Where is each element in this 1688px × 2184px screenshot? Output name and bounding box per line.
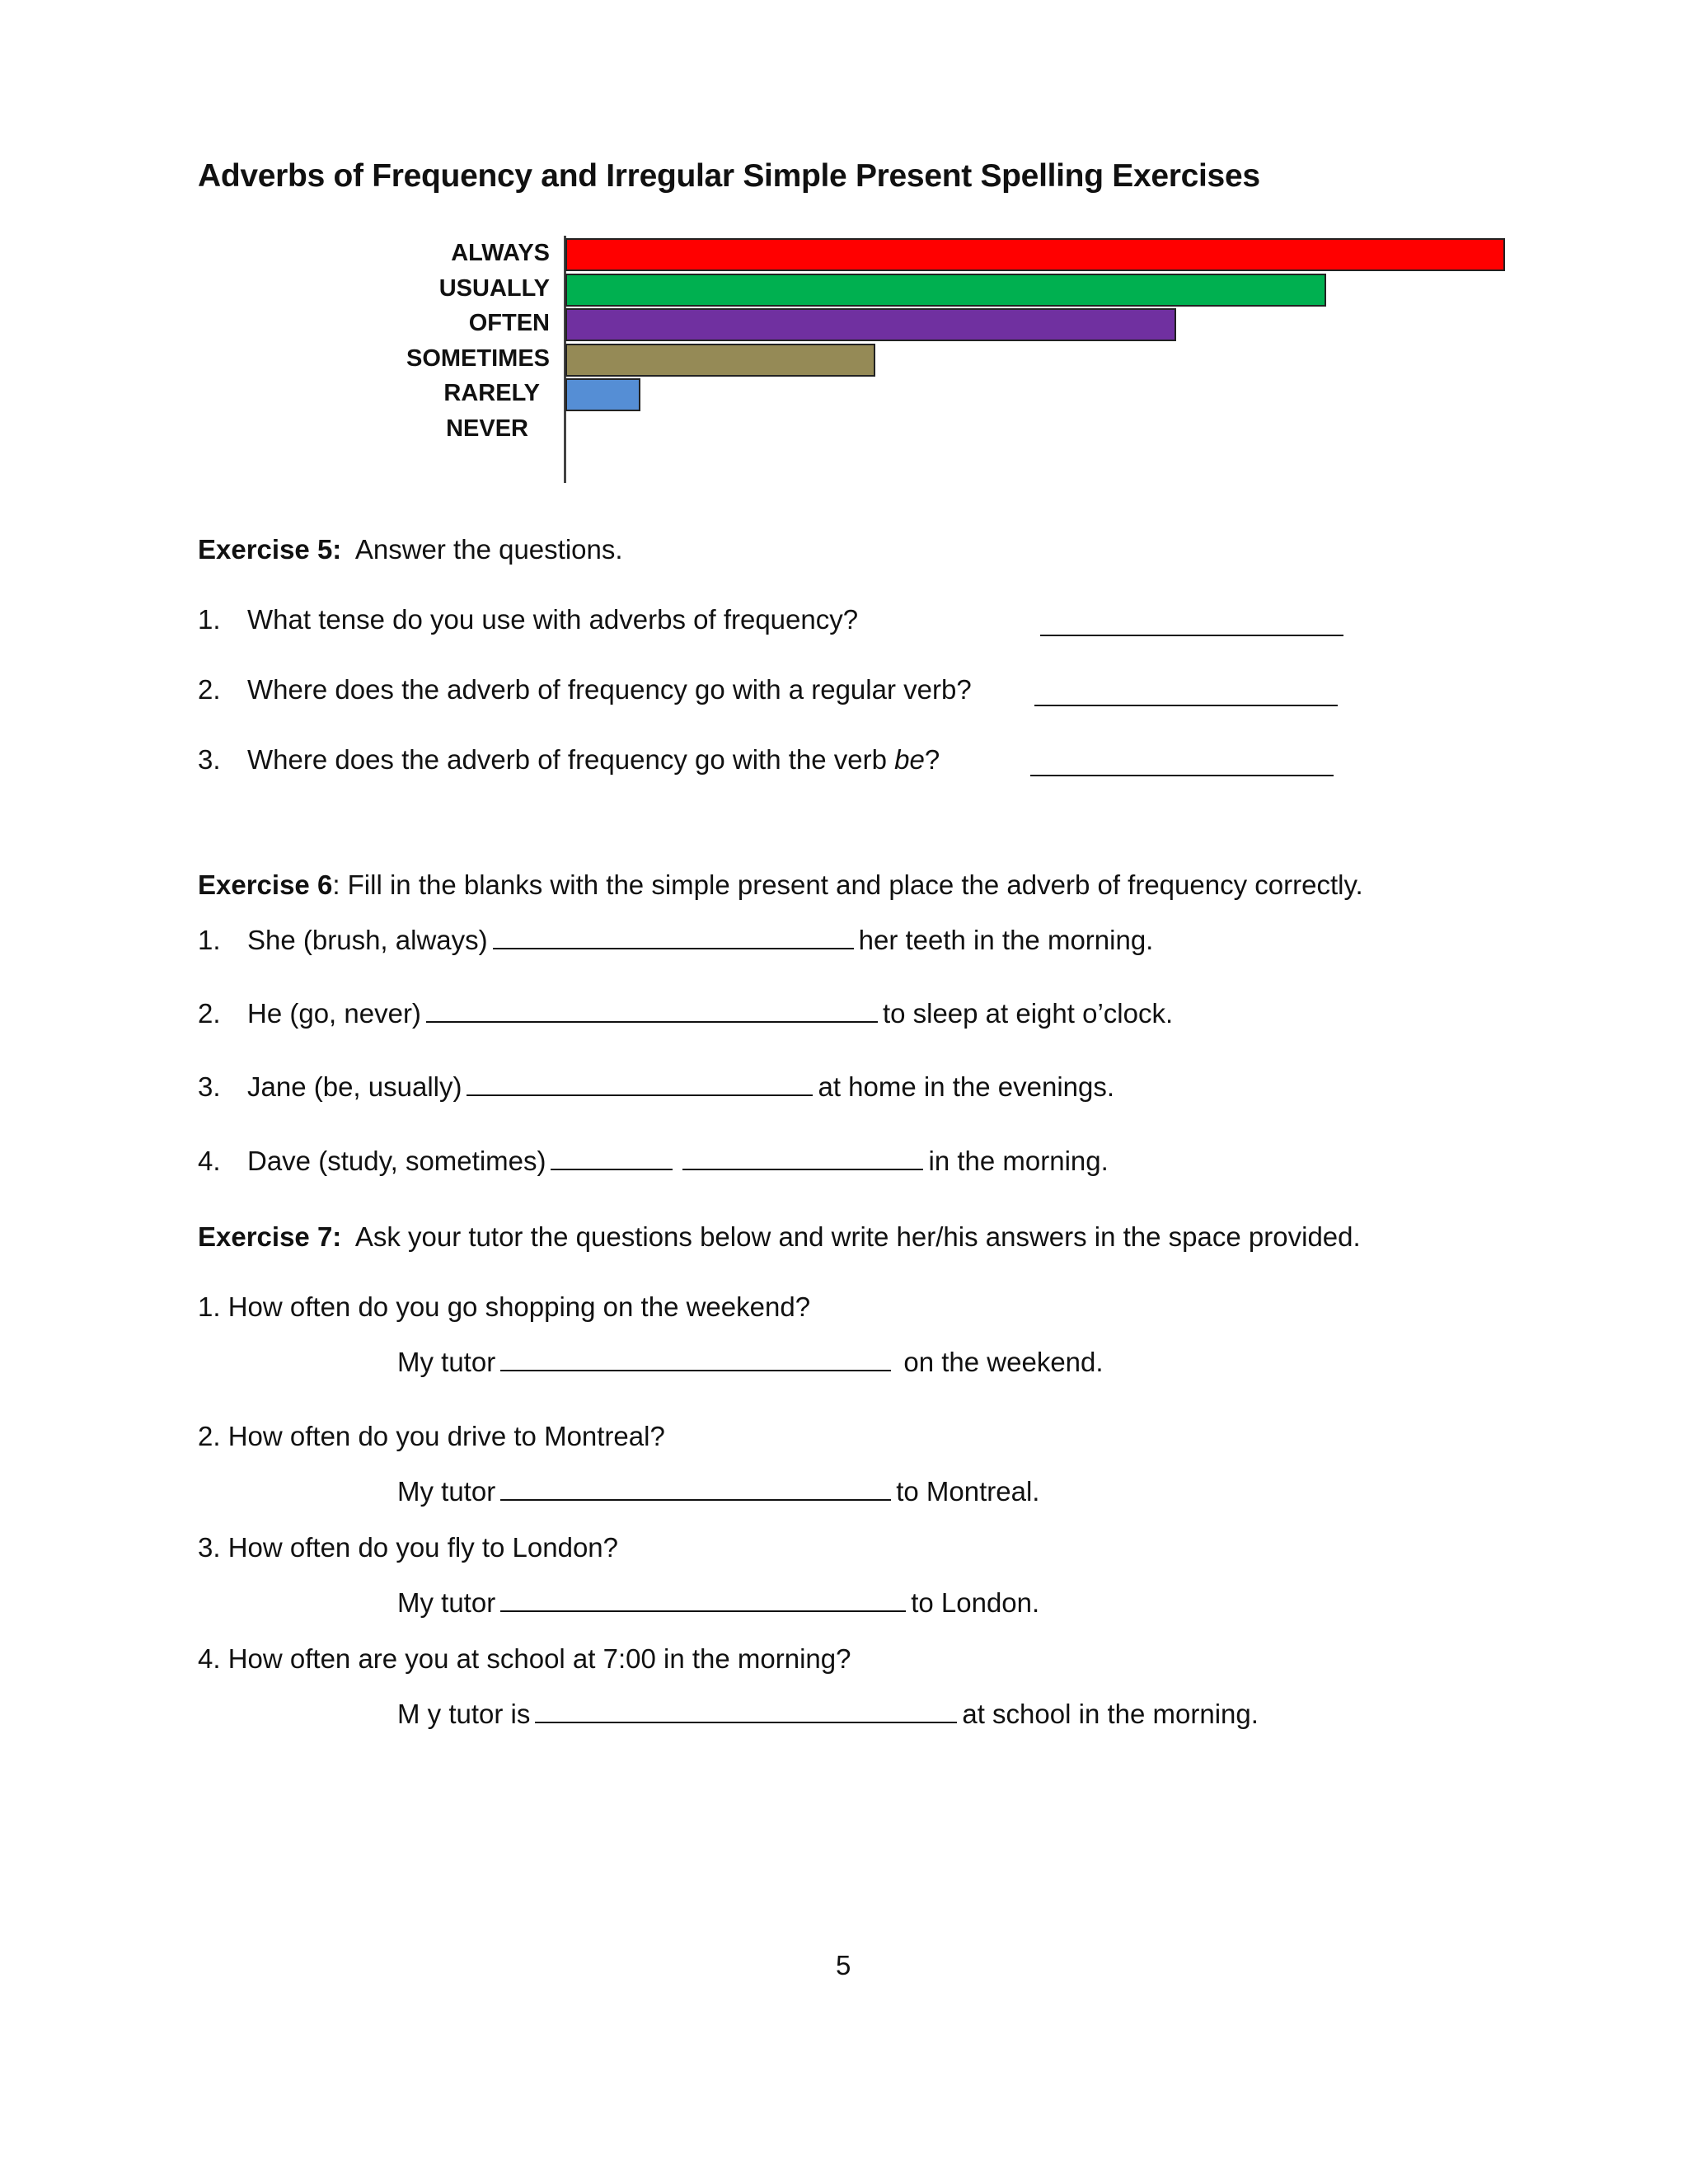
- chart-bar: [565, 344, 875, 377]
- question-text: Where does the adverb of frequency go with a regular verb?: [247, 674, 972, 705]
- item-prompt: Dave (study, sometimes): [247, 1146, 546, 1176]
- ex5-instruction: Answer the questions.: [354, 534, 623, 565]
- answer-blank[interactable]: [1030, 775, 1334, 776]
- chart-category-label: RARELY: [443, 380, 540, 406]
- answer-suffix: on the weekend.: [903, 1347, 1104, 1377]
- page-title: Adverbs of Frequency and Irregular Simple Present Spelling Exercises: [198, 158, 1260, 194]
- chart-bar: [565, 308, 1176, 341]
- answer-blank[interactable]: [535, 1722, 957, 1723]
- chart-category-label: OFTEN: [468, 310, 550, 336]
- answer-prefix: My tutor: [397, 1347, 496, 1377]
- frequency-chart: [0, 0, 1688, 494]
- item-continuation: to sleep at eight o’clock.: [882, 998, 1174, 1029]
- answer-blank[interactable]: [500, 1370, 891, 1371]
- ex6-item-1: [198, 925, 1153, 956]
- ex7-answer-3: [397, 1587, 1039, 1619]
- ex7-question-1: 1. How often do you go shopping on the weekend?: [198, 1291, 811, 1322]
- chart-category-label: ALWAYS: [451, 240, 550, 266]
- answer-blank[interactable]: [1040, 635, 1343, 636]
- answer-suffix: at school in the morning.: [962, 1699, 1259, 1729]
- ex7-instruction: Ask your tutor the questions below and write her/his answers in the space provided.: [354, 1221, 1361, 1252]
- ex7-heading: Exercise 7:: [198, 1221, 342, 1252]
- item-number: 2.: [198, 998, 221, 1029]
- chart-category-label: NEVER: [446, 415, 528, 442]
- chart-bar: [565, 274, 1326, 307]
- ex5-heading: Exercise 5:: [198, 534, 342, 565]
- ex5-header: [198, 534, 623, 565]
- ex7-question-3: 3. How often do you fly to London?: [198, 1532, 619, 1563]
- answer-prefix: My tutor: [397, 1587, 496, 1618]
- chart-category-label: USUALLY: [438, 274, 550, 302]
- answer-blank[interactable]: [1034, 705, 1338, 706]
- ex6-item-2: [198, 998, 1173, 1029]
- answer-blank[interactable]: [500, 1610, 906, 1612]
- page-number: 5: [836, 1950, 851, 1980]
- ex7-answer-4: [397, 1699, 1259, 1730]
- ex6-instruction: : Fill in the blanks with the simple present and place the adverb of frequency correctly.: [332, 869, 1363, 900]
- item-number: 4.: [198, 1146, 221, 1176]
- answer-blank[interactable]: [500, 1499, 891, 1501]
- chart-bar: [565, 238, 1505, 271]
- chart-bar: [565, 378, 640, 411]
- item-number: 1.: [198, 925, 221, 955]
- ex6-header: [198, 869, 1363, 901]
- item-prompt: He (go, never): [247, 998, 421, 1029]
- question-text: What tense do you use with adverbs of frequency?: [247, 604, 859, 635]
- item-prompt: Jane (be, usually): [247, 1071, 462, 1102]
- item-prompt: She (brush, always): [247, 925, 488, 955]
- question-number: 3.: [198, 744, 221, 775]
- ex7-header: [198, 1221, 1361, 1253]
- question-text: Where does the adverb of frequency go with the verb: [247, 744, 895, 775]
- answer-blank-adverb[interactable]: [551, 1169, 673, 1170]
- ex7-question-2: 2. How often do you drive to Montreal?: [198, 1421, 665, 1451]
- item-continuation: her teeth in the morning.: [858, 925, 1154, 955]
- question-number: 1.: [198, 604, 221, 635]
- item-continuation: at home in the evenings.: [818, 1071, 1115, 1102]
- ex5-question-1: [198, 604, 858, 635]
- answer-suffix: to London.: [911, 1587, 1040, 1618]
- ex6-item-4: [198, 1146, 1109, 1177]
- answer-blank[interactable]: [493, 948, 854, 949]
- ex6-item-3: [198, 1071, 1114, 1103]
- ex7-answer-1: [397, 1347, 1104, 1378]
- answer-prefix: M y tutor is: [397, 1699, 531, 1729]
- answer-blank-verb[interactable]: [682, 1169, 923, 1170]
- ex7-answer-2: [397, 1476, 1039, 1507]
- answer-suffix: to Montreal.: [896, 1476, 1040, 1507]
- item-continuation: in the morning.: [928, 1146, 1109, 1176]
- ex5-question-2: [198, 674, 972, 705]
- question-text-end: ?: [924, 744, 940, 775]
- ex6-heading: Exercise 6: [198, 869, 333, 900]
- answer-prefix: My tutor: [397, 1476, 496, 1507]
- question-number: 2.: [198, 674, 221, 705]
- ex5-question-3: [198, 744, 940, 776]
- answer-blank[interactable]: [426, 1021, 878, 1023]
- question-italic-word: be: [894, 744, 925, 775]
- item-number: 3.: [198, 1071, 221, 1102]
- chart-category-label: SOMETIMES: [406, 344, 550, 372]
- ex7-question-4: 4. How often are you at school at 7:00 in the morning?: [198, 1643, 851, 1674]
- answer-blank[interactable]: [467, 1094, 813, 1096]
